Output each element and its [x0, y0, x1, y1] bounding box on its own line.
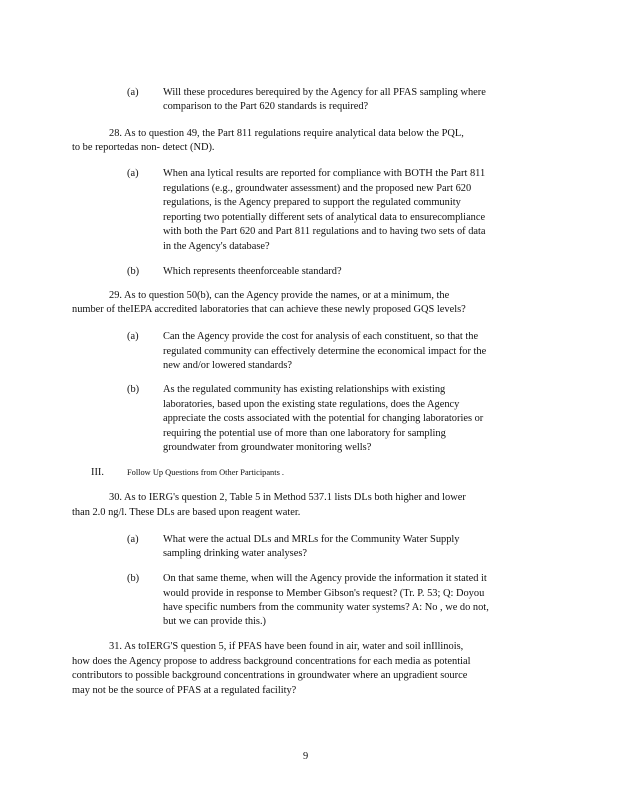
text-line: regulated community can effectively determine the economical impact for the: [163, 346, 487, 357]
text-line: but we can provide this.): [163, 616, 267, 627]
text-line: Will these procedures berequired by the Agency for all PFAS sampling where: [163, 87, 486, 98]
text-line: may not be the source of PFAS at a regulated facility?: [72, 685, 297, 696]
text-line: regulations (e.g., groundwater assessment) and the proposed new Part 620: [163, 183, 472, 194]
text-line: 28. As to question 49, the Part 811 regulations require analytical data below the PQL,: [109, 128, 464, 139]
sub-item-label: (a): [127, 87, 139, 98]
sub-item-label: (b): [127, 573, 140, 584]
text-line: number of theIEPA accredited laboratories that can achieve these newly proposed GQS levels?: [72, 304, 466, 315]
sub-item-label: (b): [127, 266, 140, 277]
text-line: Can the Agency provide the cost for analysis of each constituent, so that the: [163, 331, 479, 342]
text-line: in the Agency's database?: [163, 241, 270, 252]
text-line: appreciate the costs associated with the potential for changing laboratories or: [163, 413, 484, 424]
text-line: with both the Part 620 and Part 811 regulations and to having two sets of data: [163, 226, 486, 237]
text-line: have specific numbers from the community water systems? A: No , we do not,: [163, 602, 489, 613]
sub-item-label: (a): [127, 168, 139, 179]
text-line: laboratories, based upon the existing state regulations, does the Agency: [163, 399, 460, 410]
text-line: sampling drinking water analyses?: [163, 548, 307, 559]
text-line: to be reportedas non- detect (ND).: [72, 142, 215, 153]
text-line: reporting two potentially different sets of analytical data to ensurecompliance: [163, 212, 486, 223]
text-line: Which represents theenforceable standard?: [163, 266, 342, 277]
text-line: contributors to possible background concentrations in groundwater where an upgradient source: [72, 670, 468, 681]
sub-item-label: (b): [127, 384, 140, 395]
section-heading: Follow Up Questions from Other Participants .: [127, 468, 285, 477]
text-line: comparison to the Part 620 standards is required?: [163, 101, 369, 112]
section-number: III.: [91, 467, 104, 478]
text-line: 30. As to IERG's question 2, Table 5 in Method 537.1 lists DLs both higher and lower: [109, 492, 466, 503]
sub-item-label: (a): [127, 534, 139, 545]
text-line: new and/or lowered standards?: [163, 360, 292, 371]
text-line: groundwater from groundwater monitoring wells?: [163, 442, 372, 453]
text-line: would provide in response to Member Gibson's request? (Tr. P. 53; Q: Doyou: [163, 588, 485, 599]
text-line: When ana lytical results are reported for compliance with BOTH the Part 811: [163, 168, 486, 179]
text-line: 29. As to question 50(b), can the Agency provide the names, or at a minimum, the: [109, 290, 450, 301]
text-line: 31. As toIERG'S question 5, if PFAS have been found in air, water and soil inIllinois,: [109, 641, 464, 652]
text-line: What were the actual DLs and MRLs for the Community Water Supply: [163, 534, 460, 545]
text-line: regulations, is the Agency prepared to support the regulated community: [163, 197, 461, 208]
page-number: 9: [303, 751, 309, 762]
text-line: how does the Agency propose to address background concentrations for each media as potential: [72, 656, 471, 667]
text-line: requiring the potential use of more than one laboratory for sampling: [163, 428, 446, 439]
text-line: On that same theme, when will the Agency provide the information it stated it: [163, 573, 487, 584]
sub-item-label: (a): [127, 331, 139, 342]
text-line: than 2.0 ng/l. These DLs are based upon reagent water.: [72, 507, 301, 518]
text-line: As the regulated community has existing relationships with existing: [163, 384, 446, 395]
